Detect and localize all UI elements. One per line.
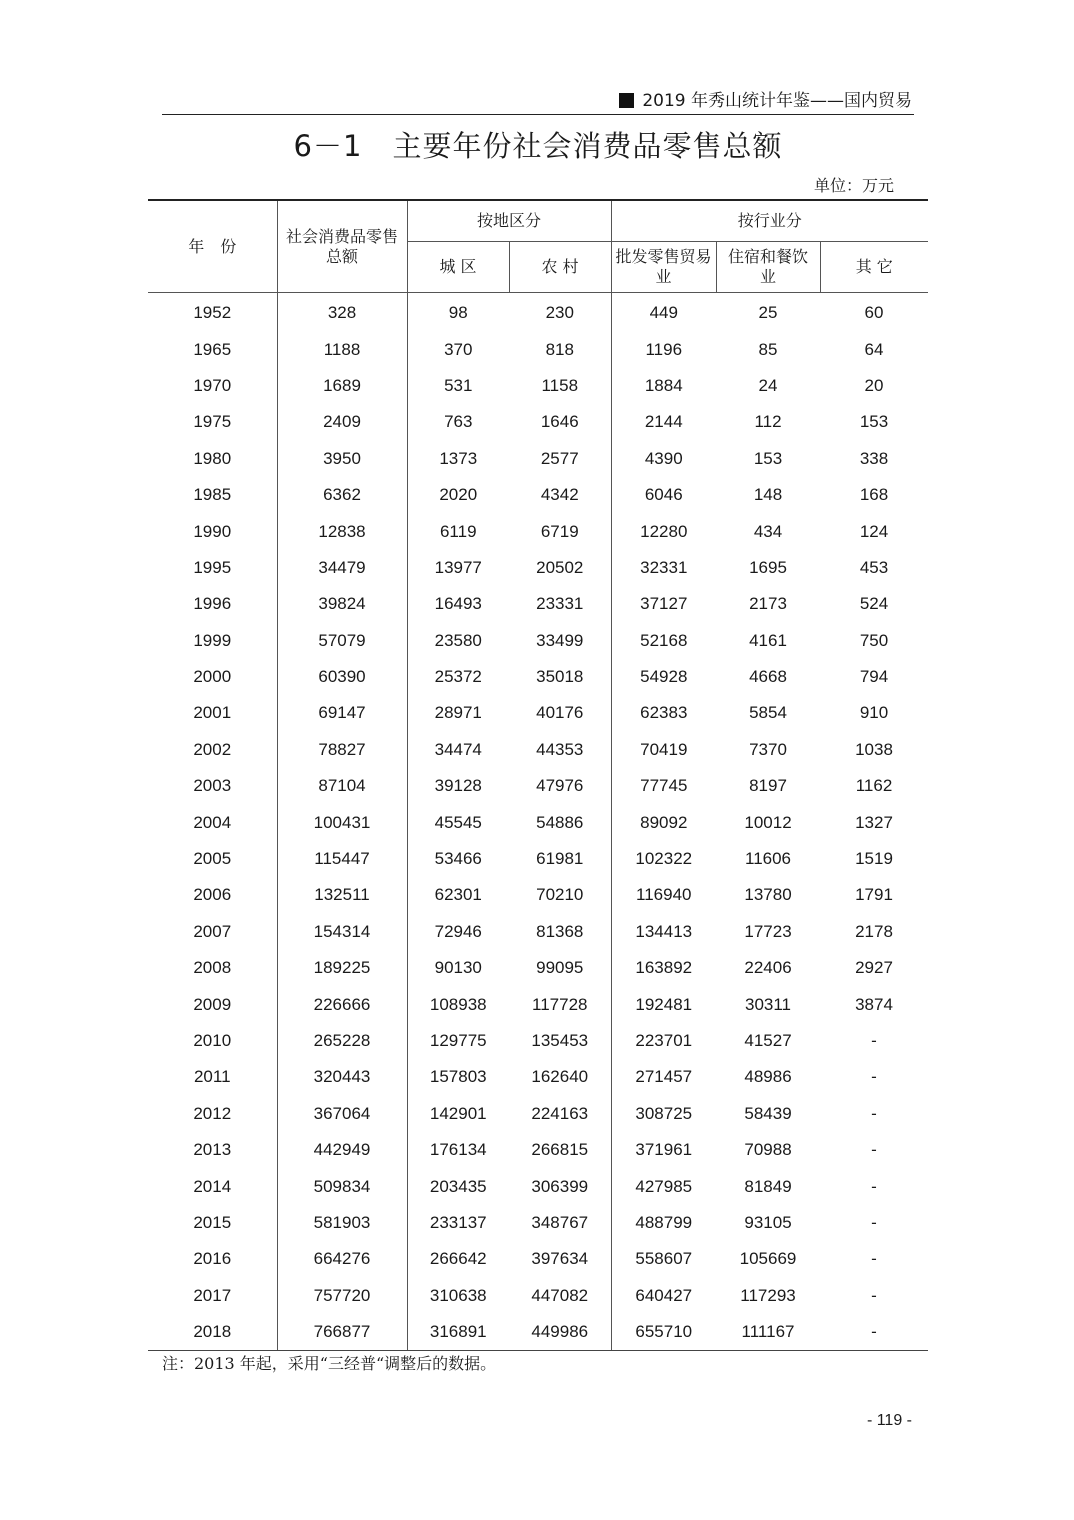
table-cell: 2927 [855,958,893,978]
table-cell: 442949 [277,1132,407,1168]
table-cell: 2010 [193,1031,232,1050]
table-cell: 60 [864,303,884,323]
table-row [148,513,928,549]
table-cell: 434 [753,521,783,541]
table-cell: 28971 [407,695,509,731]
table-row [148,877,928,913]
table-cell: 794 [859,667,889,687]
header-hotel-catering: 住宿和餐饮业 [716,242,820,293]
table-row [148,1132,928,1168]
table-cell: 33499 [536,630,584,650]
table-cell: 2009 [193,994,232,1014]
table-cell: 757720 [277,1278,407,1314]
table-cell: 750 [859,630,889,650]
table-cell: 449 [611,293,716,332]
table-cell: 306399 [531,1176,589,1196]
table-row [148,1314,928,1351]
table-cell: 320443 [277,1059,407,1095]
table-cell: 1996 [193,594,232,614]
table-cell: 2577 [540,448,579,468]
table-row [148,331,928,367]
table-cell: 223701 [611,1023,716,1059]
table-cell: 338 [859,448,889,468]
table-cell: 39824 [277,586,407,622]
table-cell: 41527 [744,1031,792,1050]
table-cell: 2006 [193,885,232,905]
table-cell: 102322 [611,841,716,877]
table-cell: 1980 [193,448,232,468]
table-cell: 2020 [407,477,509,513]
table-cell: 8197 [749,776,787,796]
table-cell: 25372 [407,659,509,695]
table-cell: 61981 [536,849,584,869]
header-group-by-industry: 按行业分 [611,200,928,242]
table-cell: 2012 [193,1103,232,1123]
table-cell: 453 [859,557,889,577]
table-cell: 3874 [855,994,893,1014]
table-cell: 1038 [855,739,893,759]
header-group-by-region: 按地区分 [407,200,611,242]
table-cell: 2002 [193,739,232,759]
table-row [148,477,928,513]
table-cell: 112 [754,412,782,432]
table-cell: - [820,1314,928,1351]
table-cell: 23331 [536,594,584,614]
table-cell: 44353 [536,739,584,759]
table-cell: 24 [758,375,778,395]
table-cell: 81368 [536,921,584,941]
header-rule [162,114,914,115]
table-cell: 13780 [744,885,792,905]
table-cell: 1999 [193,630,232,650]
table-cell: 1995 [193,557,232,577]
table-cell: 34479 [277,550,407,586]
table-cell: 22406 [744,958,792,978]
table-cell: 117293 [740,1285,796,1305]
table-cell: 45545 [407,804,509,840]
running-head-text: 2019 年秀山统计年鉴——国内贸易 [642,91,912,111]
table-row [148,1168,928,1204]
table-cell: - [871,1249,877,1269]
table-cell: 524 [859,594,889,614]
table-cell: 1791 [855,885,893,905]
table-row [148,1205,928,1241]
table-cell: 93105 [744,1212,792,1232]
table-cell: 70210 [536,885,584,905]
table-cell: 763 [407,404,509,440]
table-cell: 39128 [407,768,509,804]
table-cell: 271457 [611,1059,716,1095]
table-cell: 558607 [611,1241,716,1277]
table-cell: 60390 [277,659,407,695]
table-row [148,768,928,804]
table-cell: 1519 [855,849,893,869]
table-cell: 25 [758,303,778,323]
table-cell: 163892 [611,950,716,986]
table-row [148,986,928,1022]
table-cell: 70419 [611,732,716,768]
footnote: 注：2013 年起，采用“三经普“调整后的数据。 [162,1354,497,1373]
table-cell: 62301 [407,877,509,913]
table-cell: 100431 [277,804,407,840]
table-cell: 89092 [611,804,716,840]
unit-label: 单位：万元 [813,176,894,195]
table-cell: 176134 [407,1132,509,1168]
table-row [148,1023,928,1059]
table-cell: 162640 [531,1067,589,1087]
table-cell: 4342 [540,485,579,505]
table-cell: 20 [864,375,884,395]
table-cell: 427985 [611,1168,716,1204]
table-cell: 266815 [531,1140,589,1160]
table-cell: 23580 [407,623,509,659]
table-cell: 117728 [532,994,588,1014]
table-cell: 266642 [407,1241,509,1277]
table-cell: 81849 [744,1176,792,1196]
table-cell: 1162 [855,776,893,796]
table-cell: 655710 [611,1314,716,1351]
table-cell: 58439 [744,1103,792,1123]
header-year: 年 份 [148,200,277,293]
table-cell: 1689 [277,368,407,404]
table-row [148,293,928,332]
table-cell: 2018 [148,1314,277,1351]
table-cell: 818 [545,339,574,359]
table-cell: 134413 [611,914,716,950]
table-cell: 20502 [536,557,584,577]
table-cell: 310638 [407,1278,509,1314]
table-cell: - [871,1176,877,1196]
table-cell: 1373 [407,441,509,477]
table-cell: 12280 [611,513,716,549]
table-cell: 2004 [193,812,232,832]
table-cell: 2001 [193,703,232,723]
table-cell: 62383 [611,695,716,731]
table-row [148,804,928,840]
table-cell: 4390 [611,441,716,477]
table-cell: 2013 [193,1140,232,1160]
table-cell: 2003 [193,776,232,796]
header-other: 其 它 [820,242,928,293]
table-cell: 316891 [407,1314,509,1351]
header-rural: 农 村 [509,242,611,293]
table-cell: 370 [407,331,509,367]
table-cell: 32331 [611,550,716,586]
table-row [148,586,928,622]
table-cell: 6362 [277,477,407,513]
table-row [148,1096,928,1132]
table-cell: 1970 [193,375,232,395]
table-cell: 35018 [536,667,584,687]
table-title: 6－1 主要年份社会消费品零售总额 [293,129,783,163]
table-cell: 226666 [277,986,407,1022]
table-row [148,1059,928,1095]
table-cell: 1188 [277,331,407,367]
table-cell: 16493 [407,586,509,622]
table-cell: 4161 [749,630,787,650]
table-cell: 37127 [611,586,716,622]
table-cell: 1975 [193,412,232,432]
table-row [148,550,928,586]
table-cell: 2008 [193,958,232,978]
table-cell: 531 [407,368,509,404]
table-cell: 142901 [407,1096,509,1132]
table-cell: 129775 [407,1023,509,1059]
table-cell: 124 [859,521,889,541]
table-cell: 371961 [611,1132,716,1168]
table-cell: 78827 [277,732,407,768]
table-cell: 367064 [277,1096,407,1132]
table-cell: 397634 [531,1249,589,1269]
table-row [148,841,928,877]
table-cell: - [871,1212,877,1232]
table-cell: 328 [277,293,407,332]
table-cell: 6046 [611,477,716,513]
table-cell: 224163 [531,1103,589,1123]
table-cell: 233137 [407,1205,509,1241]
table-cell: 168 [859,485,889,505]
table-cell: - [871,1140,877,1160]
table-cell: 154314 [277,914,407,950]
table-cell: 449986 [509,1314,611,1351]
header-urban: 城 区 [407,242,509,293]
table-cell: 1990 [193,521,232,541]
table-cell: 10012 [744,812,792,832]
table-row [148,441,928,477]
table-cell: 766877 [277,1314,407,1351]
running-head [162,90,912,112]
table-cell: 2173 [749,594,787,614]
table-cell: 1158 [541,375,579,395]
table-cell: 640427 [611,1278,716,1314]
table-cell: 1884 [611,368,716,404]
table-cell: 54886 [536,812,584,832]
table-cell: 509834 [277,1168,407,1204]
table-cell: 69147 [277,695,407,731]
table-cell: 77745 [611,768,716,804]
table-cell: - [871,1031,877,1050]
page-number: - 119 - [866,1412,912,1429]
table-cell: 132511 [277,877,407,913]
table-cell: 192481 [611,986,716,1022]
table-cell: 230 [545,303,574,323]
table-cell: - [871,1285,877,1305]
table-cell: 1196 [611,331,716,367]
table-cell: 265228 [277,1023,407,1059]
table-cell: 72946 [407,914,509,950]
table-row [148,950,928,986]
table-cell: 2144 [611,404,716,440]
table-cell: 70988 [744,1140,792,1160]
table-cell: 57079 [277,623,407,659]
table-cell: 153 [859,412,889,432]
retail-sales-table [148,199,928,1351]
table-cell: 1327 [855,812,893,832]
table-cell: 153 [753,448,783,468]
table-cell: 2014 [193,1176,232,1196]
table-row [148,623,928,659]
table-cell: 98 [407,293,509,332]
table-cell: 48986 [744,1067,792,1087]
table-cell: 99095 [536,958,584,978]
table-cell: 1985 [193,485,232,505]
table-cell: 189225 [277,950,407,986]
table-cell: 1646 [540,412,579,432]
table-cell: 87104 [277,768,407,804]
table-cell: 581903 [277,1205,407,1241]
table-cell: 308725 [611,1096,716,1132]
table-cell: 40176 [536,703,584,723]
table-cell: 2178 [855,921,893,941]
table-cell: 4668 [749,667,787,687]
table-cell: 116940 [611,877,716,913]
header-total-retail-sales: 社会消费品零售总额 [277,200,407,293]
table-cell: 34474 [407,732,509,768]
table-row [148,695,928,731]
header-wholesale-retail: 批发零售贸易业 [611,242,716,293]
table-cell: 203435 [407,1168,509,1204]
table-row [148,368,928,404]
table-cell: 53466 [407,841,509,877]
table-row [148,404,928,440]
table-cell: 64 [864,339,884,359]
table-cell: 348767 [531,1212,589,1232]
table-row [148,1278,928,1314]
table-cell: 54928 [611,659,716,695]
table-cell: 488799 [611,1205,716,1241]
black-square-icon [619,93,634,108]
table-cell: 910 [859,703,889,723]
table-cell: 2005 [193,849,232,869]
table-cell: 664276 [277,1241,407,1277]
table-cell: 52168 [611,623,716,659]
table-row [148,1241,928,1277]
table-cell: 17723 [744,921,792,941]
table-cell: 135453 [531,1031,589,1050]
table-cell: 2000 [193,667,232,687]
table-cell: 2015 [193,1212,232,1232]
table-cell: 111167 [716,1314,820,1351]
table-cell: - [871,1067,877,1087]
table-cell: 5854 [749,703,787,723]
table-cell: 2007 [193,921,232,941]
table-row [148,914,928,950]
table-body [148,293,928,1351]
table-cell: 148 [753,485,783,505]
table-cell: - [871,1103,877,1123]
table-cell: 1695 [749,557,787,577]
table-cell: 1952 [193,303,232,323]
table-cell: 90130 [407,950,509,986]
table-cell: 12838 [277,513,407,549]
table-cell: 157803 [407,1059,509,1095]
table-cell: 2016 [193,1249,232,1269]
table-row [148,732,928,768]
table-cell: 447082 [531,1285,589,1305]
table-cell: 108938 [407,986,509,1022]
table-cell: 11606 [745,849,792,869]
table-cell: 2011 [193,1067,231,1087]
table-cell: 47976 [536,776,584,796]
table-cell: 85 [758,339,778,359]
table-cell: 30311 [745,994,792,1014]
table-cell: 105669 [739,1249,797,1269]
table-cell: 3950 [277,441,407,477]
table-cell: 6719 [540,521,579,541]
table-cell: 2409 [277,404,407,440]
table-cell: 7370 [749,739,787,759]
table-cell: 1965 [193,339,232,359]
table-cell: 115447 [277,841,407,877]
table-cell: 6119 [407,513,509,549]
table-cell: 2017 [193,1285,232,1305]
table-cell: 13977 [407,550,509,586]
table-row [148,659,928,695]
